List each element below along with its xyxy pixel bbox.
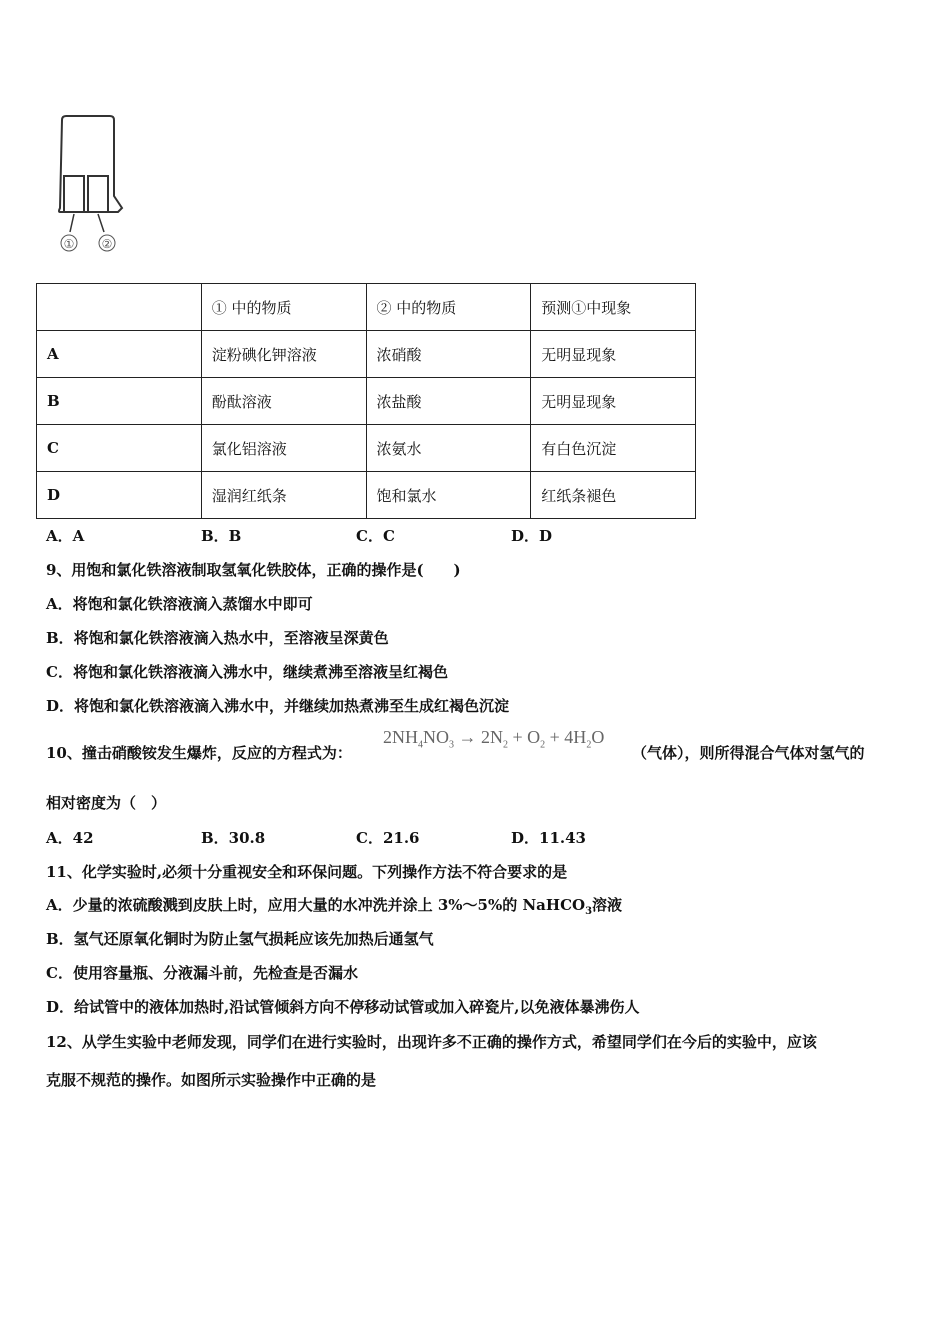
beaker-2 [88, 176, 108, 212]
reaction-equation [383, 727, 604, 751]
table-cell: 浓氨水 [366, 425, 531, 472]
table-cell: A [37, 331, 202, 378]
table-header-row [37, 284, 696, 331]
eq-sub: 2 [540, 739, 546, 751]
q11-option-b: B．氢气还原氧化铜时为防止氢气损耗应该先加热后通氢气 [46, 930, 434, 948]
figure-label-2: ② [101, 237, 113, 251]
table-cell: 淀粉碘化钾溶液 [201, 331, 366, 378]
q10-option-a: A．42 [46, 829, 94, 847]
eq-text: O [591, 727, 605, 747]
bell-jar-diagram [52, 112, 136, 260]
pointer-line-1 [70, 214, 74, 232]
q10-options [46, 827, 666, 848]
pointer-line-2 [98, 214, 104, 232]
q10-option-b: B．30.8 [201, 829, 266, 847]
table-cell: 湿润红纸条 [201, 472, 366, 519]
q10-stem-part2: （气体），则所得混合气体对氢气的 [632, 744, 865, 762]
q10-option-d: D．11.43 [511, 829, 586, 847]
eq-sub: 4 [418, 739, 423, 751]
q8-option-d: D．D [511, 527, 553, 545]
eq-sub: 2 [586, 739, 592, 751]
q11-option-a-tail: 溶液 [592, 896, 623, 914]
bell-jar-outline [59, 116, 122, 212]
table-cell: 有白色沉淀 [531, 425, 696, 472]
table-cell: 无明显现象 [531, 378, 696, 425]
eq-text: NO [423, 727, 449, 747]
q9-option-c: C．将饱和氯化铁溶液滴入沸水中，继续煮沸至溶液呈红褐色 [46, 663, 448, 681]
table-cell: 浓硝酸 [366, 331, 531, 378]
q10-option-c: C．21.6 [356, 829, 420, 847]
eq-sub: 2 [503, 739, 508, 751]
table-cell [37, 284, 202, 331]
q11-stem: 11、化学实验时,必须十分重视安全和环保问题。下列操作方法不符合要求的是 [46, 863, 568, 881]
table-cell: 浓盐酸 [366, 378, 531, 425]
table-cell: D [37, 472, 202, 519]
eq-text: 2NH [383, 727, 418, 747]
q12-stem-line1: 12、从学生实验中老师发现，同学们在进行实验时，出现许多不正确的操作方式，希望同学们在今后的实验中，应该 [46, 1033, 817, 1051]
q8-options [46, 525, 666, 546]
table-row [37, 425, 696, 472]
figure-label-1: ① [63, 237, 75, 251]
q10-stem-line2: 相对密度为（ ） [46, 794, 167, 812]
table-row [37, 331, 696, 378]
q9-stem: 9、用饱和氯化铁溶液制取氢氧化铁胶体，正确的操作是( ) [46, 561, 461, 579]
beaker-1 [64, 176, 84, 212]
eq-text: + O [508, 727, 541, 747]
table-cell: 预测①中现象 [531, 284, 696, 331]
table-cell: ② 中的物质 [366, 284, 531, 331]
table-row [37, 472, 696, 519]
eq-text: + 4H [545, 727, 587, 747]
table-cell: ① 中的物质 [201, 284, 366, 331]
q8-option-b: B．B [201, 527, 242, 545]
q11-option-c: C．使用容量瓶、分液漏斗前，先检查是否漏水 [46, 964, 358, 982]
q11-option-d: D．给试管中的液体加热时,沿试管倾斜方向不停移动试管或加入碎瓷片,以免液体暴沸伤人 [46, 998, 640, 1016]
eq-arrow: → [454, 727, 481, 747]
apparatus-figure [52, 112, 136, 260]
table-cell: 红纸条褪色 [531, 472, 696, 519]
table-cell: 氯化铝溶液 [201, 425, 366, 472]
q8-option-c: C．C [356, 527, 395, 545]
q10-stem-part1: 10、撞击硝酸铵发生爆炸，反应的方程式为： [46, 744, 352, 762]
table-cell: 酚酞溶液 [201, 378, 366, 425]
table-cell: B [37, 378, 202, 425]
eq-sub: 3 [449, 739, 454, 751]
q11-option-a-text: A．少量的浓硫酸溅到皮肤上时，应用大量的水冲洗并涂上 3%～5%的 NaHCO [46, 896, 586, 914]
eq-text: 2N [481, 727, 503, 747]
q11-option-a-subscript: 3 [585, 906, 593, 917]
table-cell: 饱和氯水 [366, 472, 531, 519]
table-row [37, 378, 696, 425]
q9-option-a: A．将饱和氯化铁溶液滴入蒸馏水中即可 [46, 595, 313, 613]
q8-option-a: A．A [46, 527, 85, 545]
q9-option-b: B．将饱和氯化铁溶液滴入热水中，至溶液呈深黄色 [46, 629, 389, 647]
table-cell: 无明显现象 [531, 331, 696, 378]
q8-table [36, 283, 696, 519]
q11-option-a [46, 894, 622, 917]
q9-option-d: D．将饱和氯化铁溶液滴入沸水中，并继续加热煮沸至生成红褐色沉淀 [46, 697, 510, 715]
table-cell: C [37, 425, 202, 472]
q12-stem-line2: 克服不规范的操作。如图所示实验操作中正确的是 [46, 1071, 377, 1089]
